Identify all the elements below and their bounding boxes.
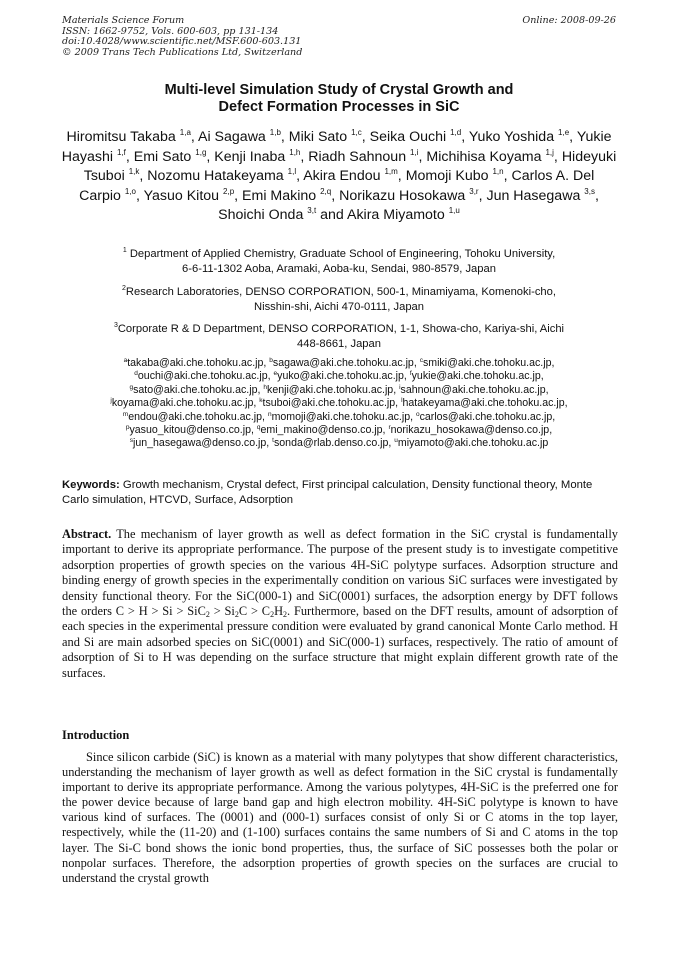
email-address[interactable]: carlos@aki.che.tohoku.ac.jp	[419, 410, 553, 423]
email-address[interactable]: jun_hasegawa@denso.co.jp	[133, 437, 267, 450]
title-line-1: Multi-level Simulation Study of Crystal Growth and	[164, 82, 514, 98]
journal-name: Materials Science Forum	[62, 15, 185, 26]
email-address[interactable]: kenji@aki.che.tohoku.ac.jp	[267, 383, 394, 396]
online-date: Online: 2008-09-26	[522, 15, 616, 26]
affiliation-2: $^2$Research Laboratories, DENSO CORPORATION, 500-1, Minamiyama, Komenoki-cho, Nisshin-shi, Aichi 470-0111, Japan	[122, 285, 556, 313]
journal-header	[62, 16, 442, 58]
email-address[interactable]: norikazu_hosokawa@denso.co.jp	[390, 424, 550, 437]
affiliation-1: $^1$ Department of Applied Chemistry, Graduate School of Engineering, Tohoku University, 6-6-11-1302 Aoba, Aramaki, Aoba-ku, Sendai, 980-8579, Japan	[122, 247, 556, 275]
author: Seika Ouchi $^{1,d}$	[369, 128, 462, 145]
author: Yasuo Kitou $^{2,p}$	[143, 186, 235, 204]
email-list: $^a$takaba@aki.che.tohoku.ac.jp, $^b$sagawa@aki.che.tohoku.ac.jp, $^c$smiki@aki.che.tohoku.ac.jp, $^d$ouchi@aki.che.tohoku.ac.jp, $^e$yuko@aki.che.tohoku.ac.jp, $^f$yukie@aki.che.tohoku.ac.jp, $^g$sato@aki.che.tohoku.ac.jp, $^h$kenji@aki.che.tohoku.ac.jp, $^i$sahnoun@aki.che.tohoku.ac.jp, $^j$koyama@aki.che.tohoku.ac.jp, $^k$tsuboi@aki.che.tohoku.ac.jp, $^l$hatakeyama@aki.che.tohoku.ac.jp, $^m$endou@aki.che.tohoku.ac.jp, $^n$momoji@aki.che.tohoku.ac.jp, $^o$carlos@aki.che.tohoku.ac.jp, $^p$yasuo_kitou@denso.co.jp, $^q$emi_makino@denso.co.jp, $^r$norikazu_hosokawa@denso.co.jp, $^s$jun_hasegawa@denso.co.jp, $^t$sonda@rlab.denso.co.jp, $^u$miyamoto@aki.che.tohoku.ac.jp	[110, 357, 568, 450]
email-address[interactable]: sato@aki.che.tohoku.ac.jp	[133, 383, 258, 396]
author: Jun Hasegawa $^{3,s}$	[486, 186, 595, 204]
email-address[interactable]: koyama@aki.che.tohoku.ac.jp	[111, 397, 254, 410]
author: Michihisa Koyama $^{1,j}$	[426, 147, 554, 165]
author: Momoji Kubo $^{1,n}$	[405, 167, 504, 185]
email-address[interactable]: smiki@aki.che.tohoku.ac.jp	[422, 357, 552, 369]
abstract-label: Abstract.	[62, 527, 112, 541]
author: Akira Miyamoto $^{1,u}$	[346, 206, 460, 224]
keywords-text: Growth mechanism, Crystal defect, First principal calculation, Density functional theory, Monte Carlo simulation, HTCVD, Surface, Adsorption	[62, 479, 593, 506]
keywords-label: Keywords:	[62, 479, 120, 491]
email-address[interactable]: takaba@aki.che.tohoku.ac.jp	[127, 357, 264, 369]
title-line-2: Defect Formation Processes in SiC	[218, 99, 460, 115]
email-address[interactable]: emi_makino@denso.co.jp	[260, 424, 383, 437]
author: Yuko Yoshida $^{1,e}$	[468, 128, 570, 145]
copyright-line: © 2009 Trans Tech Publications Ltd, Switzerland	[62, 46, 303, 58]
email-address[interactable]: tsuboi@aki.che.tohoku.ac.jp	[262, 397, 396, 410]
email-address[interactable]: momoji@aki.che.tohoku.ac.jp	[271, 410, 411, 423]
author: Emi Sato $^{1,g}$	[133, 147, 207, 165]
email-address[interactable]: ouchi@aki.che.tohoku.ac.jp	[137, 370, 268, 383]
author: Riadh Sahnoun $^{1,i}$	[308, 147, 419, 165]
author-list: Hiromitsu Takaba $^{1,a}$, Ai Sagawa $^{1,b}$, Miki Sato $^{1,c}$, Seika Ouchi $^{1,d}$, Yuko Yoshida $^{1,e}$, Yukie Hayashi $^{1,f}$, Emi Sato $^{1,g}$, Kenji Inaba $^{1,h}$, Riadh Sahnoun $^{1,i}$, Michihisa Koyama $^{1,j}$, Hideyuki Tsuboi $^{1,k}$, Nozomu Hatakeyama $^{1,l}$, Akira Endou $^{1,m}$, Momoji Kubo $^{1,n}$, Carlos A. Del Carpio $^{1,o}$, Yasuo Kitou $^{2,p}$, Emi Makino $^{2,q}$, Norikazu Hosokawa $^{3,r}$, Jun Hasegawa $^{3,s}$, Shoichi Onda $^{3,t}$ and Akira Miyamoto $^{1,u}$	[61, 128, 617, 224]
author: Norikazu Hosokawa $^{3,r}$	[339, 186, 479, 204]
email-address[interactable]: sahnoun@aki.che.tohoku.ac.jp	[400, 383, 546, 396]
introduction-paragraph: Since silicon carbide (SiC) is known as a material with many polytypes that show different characteristics, understanding the mechanism of layer growth as well as defect formation in the SiC crystal is fundamentally important to derive its appropriate performance. Among the various polytypes, 4H-SiC is the preferred one for the power device because of large band gap and high electron mobility. 4H-SiC polytype is known to have various kind of surfaces. The (0001) and (000-1) surfaces consist of only Si or C atoms in the top layer, respectively, while the (11-20) and (1-100) surfaces contains the same numbers of Si and C atoms in the top layer. The Si-C bond shows the ionic bond properties, thus, the surface of SiC possesses both the polar or nonpolar surfaces. Therefore, the adsorption properties of growth species on the surfaces are crucial to understand the crystal growth	[62, 750, 618, 885]
author: Shoichi Onda $^{3,t}$	[218, 206, 317, 224]
email-address[interactable]: yasuo_kitou@denso.co.jp	[129, 424, 251, 437]
affiliation-3: $^3$Corporate R & D Department, DENSO CORPORATION, 1-1, Showa-cho, Kariya-shi, Aichi 448-8661, Japan	[113, 322, 565, 350]
author: Miki Sato $^{1,c}$	[288, 128, 362, 145]
author: Yukie Hayashi $^{1,f}$	[61, 129, 612, 165]
section-heading-introduction: Introduction	[62, 728, 130, 742]
author: Kenji Inaba $^{1,h}$	[214, 147, 301, 165]
author: Nozomu Hatakeyama $^{1,l}$	[147, 167, 297, 185]
author: Akira Endou $^{1,m}$	[303, 167, 398, 185]
email-address[interactable]: sonda@rlab.denso.co.jp	[273, 437, 389, 450]
abstract: Abstract. The mechanism of layer growth as well as defect formation in the SiC crystal is fundamentally important to derive its appropriate performance. The purpose of the present study is to investigate competitive adsorption properties of growth species on the various 4H-SiC polytype surfaces. Adsorption structure and binding energy of growth species in the experimentally condition on various SiC surfaces were investigated by density functional theory. For the SiC(000-1) and SiC(0001) surfaces, the adsorption energy by DFT follows the orders $C > H > Si > SiC_2 > Si_2C > C_2H_2$. Furthermore, based on the DFT results, amount of adsorption of each species in the experimental pressure condition were evaluated by grand canonical Monte Carlo method. H and Si are main adsorbed species on SiC(0001) and SiC(000-1) surfaces, respectively. The ratio of amount of adsorption of Si to H was depending on the surface structure that might explain different growth rate of the surfaces.	[62, 527, 618, 680]
keywords	[62, 478, 618, 507]
email-address[interactable]: miyamoto@aki.che.tohoku.ac.jp	[397, 437, 549, 450]
author: Emi Makino $^{2,q}$	[242, 186, 332, 204]
doi-line: doi:10.4028/www.scientific.net/MSF.600-603.131	[62, 36, 302, 48]
email-address[interactable]: sagawa@aki.che.tohoku.ac.jp	[272, 357, 414, 369]
issn-line: ISSN: 1662-9752, Vols. 600-603, pp 131-134	[62, 25, 279, 37]
paper-title	[60, 82, 618, 116]
email-address[interactable]: endou@aki.che.tohoku.ac.jp	[128, 410, 263, 423]
email-address[interactable]: hatakeyama@aki.che.tohoku.ac.jp	[402, 397, 565, 410]
author: Ai Sagawa $^{1,b}$	[198, 128, 281, 145]
author: Carlos A. Del Carpio $^{1,o}$	[79, 168, 595, 204]
email-address[interactable]: yukie@aki.che.tohoku.ac.jp	[411, 370, 541, 383]
author: Hideyuki Tsuboi $^{1,k}$	[83, 148, 617, 185]
author: Hiromitsu Takaba $^{1,a}$	[66, 128, 191, 145]
email-address[interactable]: yuko@aki.che.tohoku.ac.jp	[277, 370, 404, 383]
